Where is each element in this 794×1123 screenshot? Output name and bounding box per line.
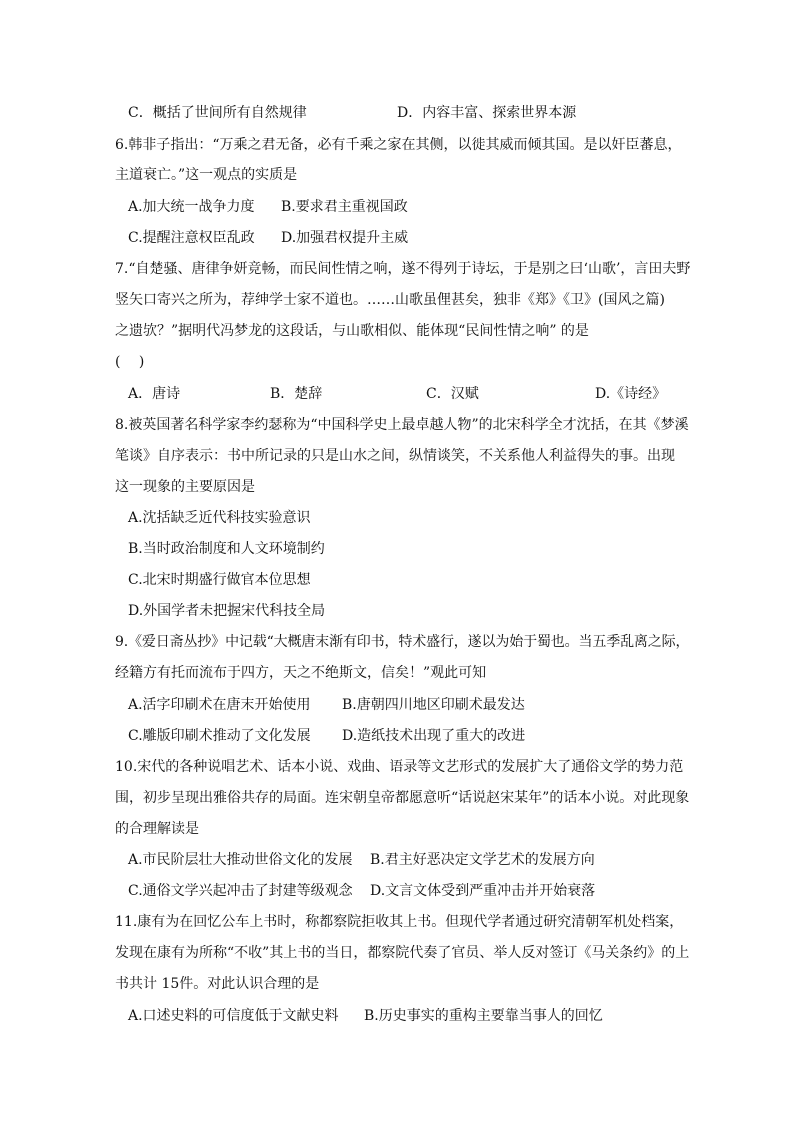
q6-option-c: C.提醒注意权臣乱政: [128, 230, 255, 246]
q10-option-a: A.市民阶层壮大推动世俗文化的发展: [128, 852, 353, 868]
q9-option-c: C.雕版印刷术推动了文化发展: [128, 728, 311, 744]
q9-stem-line-1: 9.《爱日斋丛抄》中记载“大概唐末渐有印书，特术盛行，遂以为始于蜀也。当五季乱离之际，: [115, 634, 690, 650]
q8-option-b: B.当时政治制度和人文环境制约: [128, 541, 325, 557]
q7-answer-blank: ( ): [115, 354, 145, 370]
q6-option-d: D.加强君权提升主威: [281, 230, 409, 246]
q10-option-b: B.君主好恶决定文学艺术的发展方向: [370, 852, 595, 868]
q6-option-b: B.要求君主重视国政: [281, 199, 408, 215]
q8-option-c: C.北宋时期盛行做官本位思想: [128, 572, 311, 588]
q9-option-d: D.造纸技术出现了重大的改进: [342, 728, 526, 744]
q7-option-c: C．汉赋: [426, 386, 479, 402]
q7-option-a: A．唐诗: [128, 386, 181, 402]
q9-stem-line-2: 经籍方有托而流布于四方，天之不绝斯文，信矣！”观此可知: [115, 665, 487, 681]
q8-stem-line-1: 8.被英国著名科学家李约瑟称为“中国科学史上最卓越人物”的北宋科学全才沈括，在其《梦溪: [115, 417, 689, 433]
q9-option-b: B.唐朝四川地区印刷术最发达: [342, 697, 525, 713]
q7-stem-line-2: 竖矢口寄兴之所为，荐绅学士家不道也。……山歌虽俚甚矣，独非《郑》《卫》(国风之篇): [115, 292, 665, 308]
q10-option-c: C.通俗文学兴起冲击了封建等级观念: [128, 883, 353, 899]
q11-option-b: B.历史事实的重构主要靠当事人的回忆: [364, 1008, 603, 1024]
q8-stem-line-3: 这一现象的主要原因是: [115, 479, 255, 495]
q10-stem-line-3: 的合理解读是: [115, 821, 199, 837]
q8-option-d: D.外国学者未把握宋代科技全局: [128, 603, 326, 619]
q10-stem-line-1: 10.宋代的各种说唱艺术、话本小说、戏曲、语录等文艺形式的发展扩大了通俗文学的势力范: [115, 759, 684, 775]
q10-stem-line-2: 围，初步呈现出雅俗共存的局面。连宋朝皇帝都愿意听“话说赵宋某年”的话本小说。对此现象: [115, 790, 690, 806]
q5-option-c: C．概括了世间所有自然规律: [128, 105, 307, 121]
q11-stem-line-2: 发现在康有为所称“不收”其上书的当日，都察院代奏了官员、举人反对签订《马关条约》的上: [115, 945, 690, 961]
q11-stem-line-1: 11.康有为在回忆公车上书时，称都察院拒收其上书。但现代学者通过研究清朝军机处档案，: [115, 914, 684, 930]
q9-option-a: A.活字印刷术在唐末开始使用: [128, 697, 311, 713]
q5-option-d: D．内容丰富、探索世界本源: [397, 105, 577, 121]
q11-option-a: A.口述史料的可信度低于文献史料: [128, 1008, 339, 1024]
q6-stem-line-1: 6.韩非子指出：“万乘之君无备，必有千乘之家在其侧，以徙其威而倾其国。是以奸臣蕃息，: [115, 137, 682, 153]
q7-stem-line-1: 7.“自楚骚、唐律争妍竞畅，而民间性情之响，遂不得列于诗坛，于是别之曰‘山歌’，言田夫野: [115, 261, 691, 277]
q7-stem-line-3: 之遗欤？”据明代冯梦龙的这段话，与山歌相似、能体现“民间性情之响” 的是: [115, 323, 589, 339]
q7-option-d: D.《诗经》: [595, 386, 667, 402]
q10-option-d: D.文言文体受到严重冲击并开始衰落: [370, 883, 596, 899]
q6-stem-line-2: 主道衰亡。”这一观点的实质是: [115, 167, 298, 183]
q8-option-a: A.沈括缺乏近代科技实验意识: [128, 510, 311, 526]
q7-option-b: B．楚辞: [270, 386, 323, 402]
q11-stem-line-3: 书共计 15件。对此认识合理的是: [115, 976, 320, 992]
q8-stem-line-2: 笔谈》自序表示：书中所记录的只是山水之间，纵情谈笑，不关系他人利益得失的事。出现: [115, 448, 675, 464]
q6-option-a: A.加大统一战争力度: [128, 199, 255, 215]
